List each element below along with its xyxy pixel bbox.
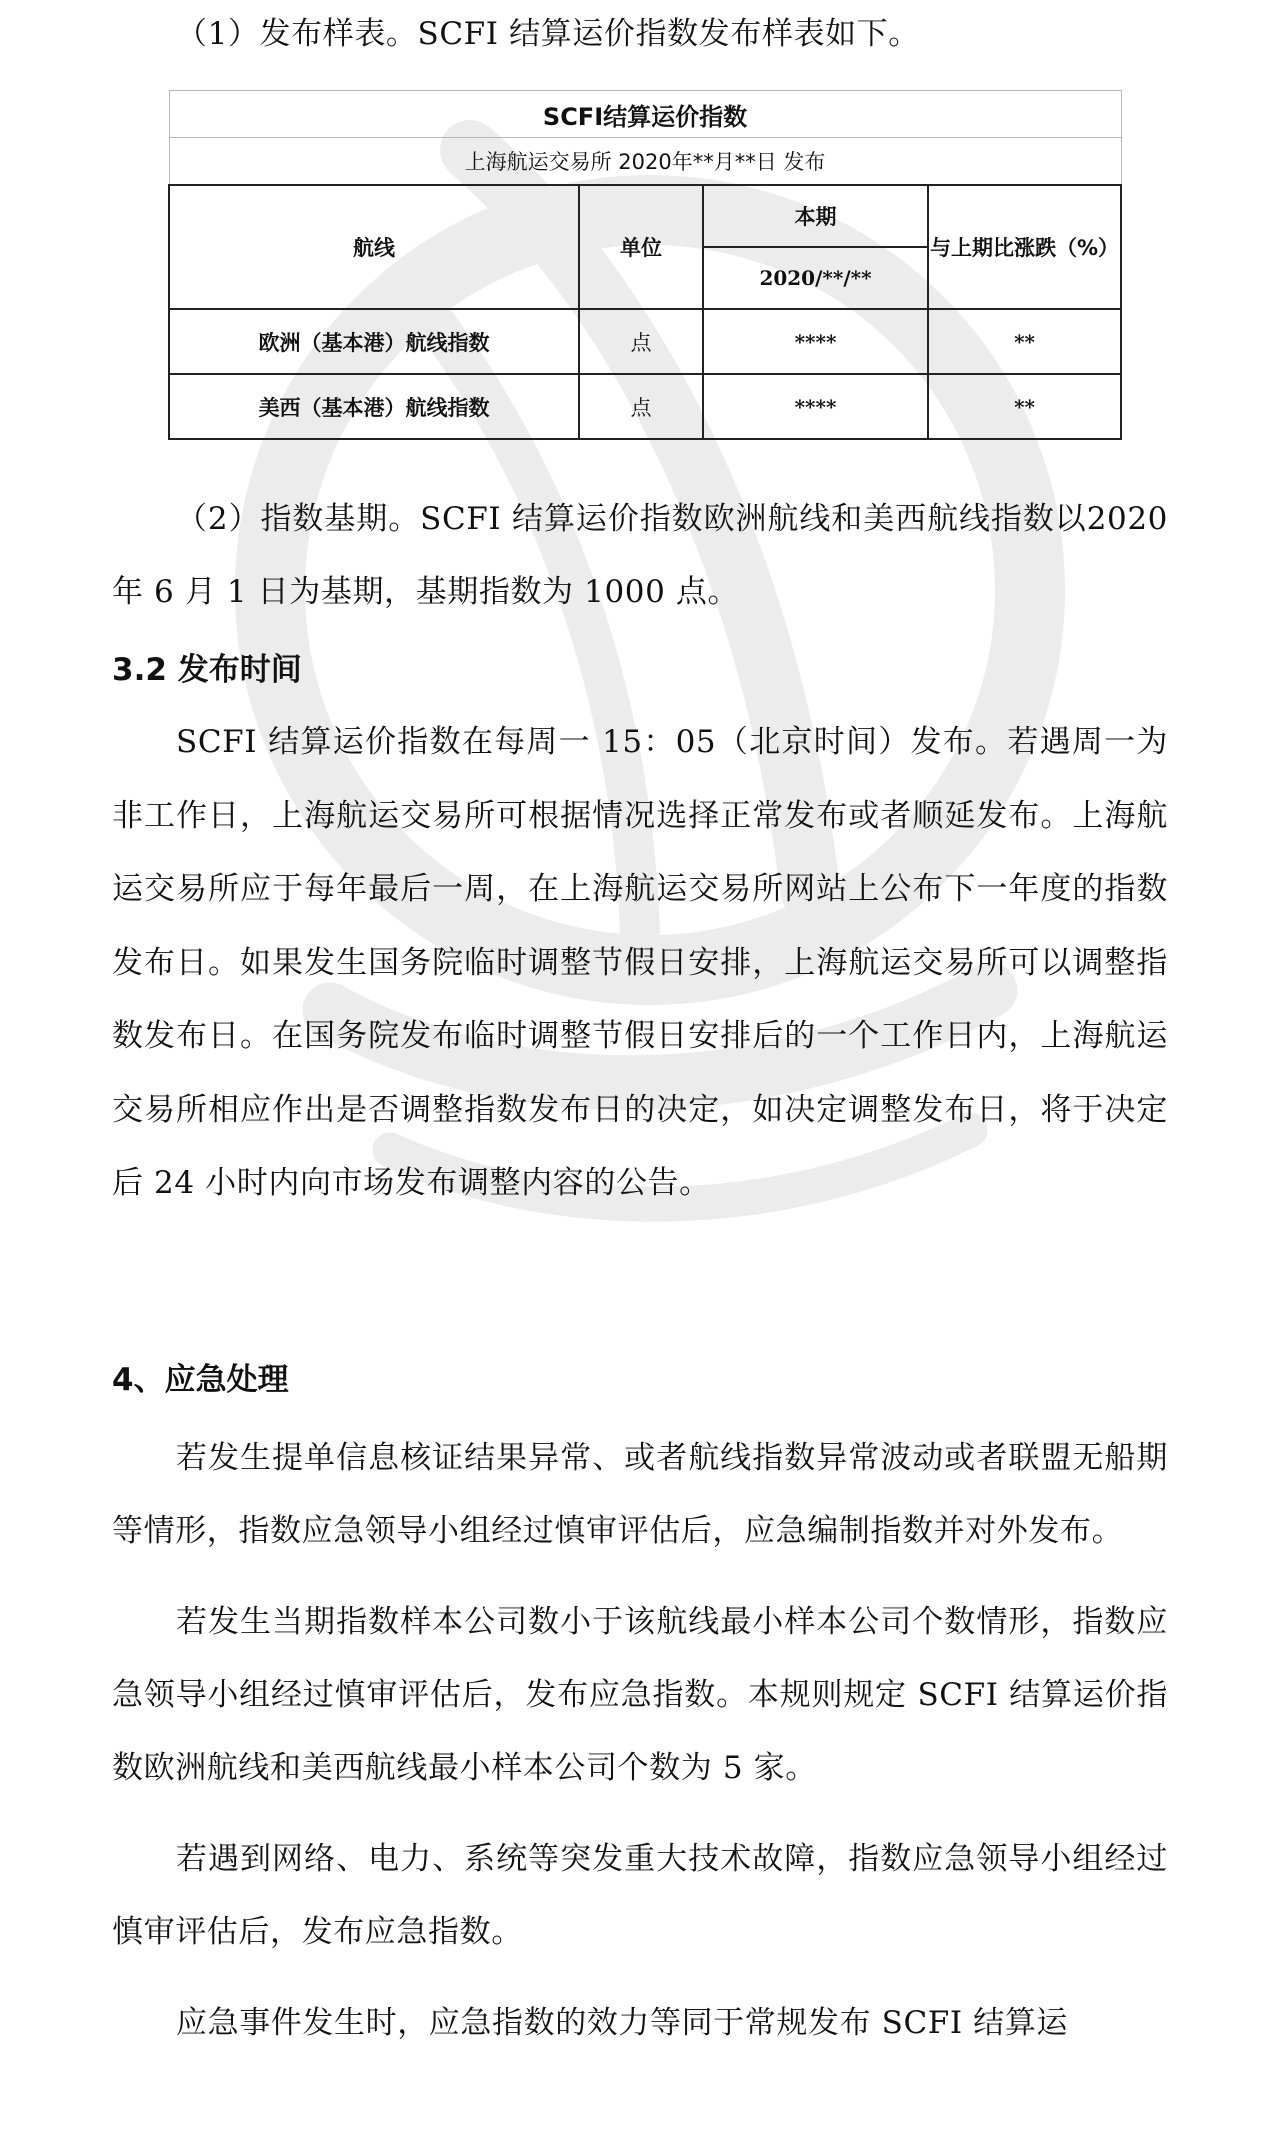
row-change: ** <box>928 374 1121 439</box>
header-unit: 单位 <box>579 185 703 309</box>
row-unit: 点 <box>579 309 703 374</box>
row-change: ** <box>928 309 1121 374</box>
row-value: **** <box>703 374 928 439</box>
table-row <box>169 374 1121 439</box>
section-4 <box>112 1350 1168 2060</box>
header-route: 航线 <box>169 185 579 309</box>
scfi-index-sample-table <box>168 90 1122 440</box>
section-paragraph: 若发生当期指数样本公司数小于该航线最小样本公司个数情形，指数应急领导小组经过慎审评估后，发布应急指数。本规则规定 SCFI 结算运价指数欧洲航线和美西航线最小样本公司个数为 5 家。 <box>112 1604 1168 1786</box>
section-paragraph: 若发生提单信息核证结果异常、或者航线指数异常波动或者联盟无船期等情形，指数应急领导小组经过慎审评估后，应急编制指数并对外发布。 <box>112 1440 1168 1549</box>
header-current-date: 2020/**/** <box>703 247 928 309</box>
base-period-paragraph: （2）指数基期。SCFI 结算运价指数欧洲航线和美西航线指数以2020 年 6 月 1 日为基期，基期指数为 1000 点。 <box>112 501 1168 610</box>
row-value: **** <box>703 309 928 374</box>
base-period-block <box>112 483 1168 629</box>
section-heading: 4、应急处理 <box>112 1362 289 1398</box>
section-paragraph: 应急事件发生时，应急指数的效力等同于常规发布 SCFI 结算运 <box>176 2005 1069 2041</box>
header-current: 本期 <box>703 185 928 247</box>
section-heading: 3.2 发布时间 <box>112 652 302 688</box>
table-title: SCFI结算运价指数 <box>169 91 1121 138</box>
row-route: 欧洲（基本港）航线指数 <box>169 309 579 374</box>
header-change: 与上期比涨跌（%） <box>928 185 1121 309</box>
section-3-2 <box>112 640 1168 1221</box>
sample-table-caption: （1）发布样表。SCFI 结算运价指数发布样表如下。 <box>176 16 920 52</box>
row-unit: 点 <box>579 374 703 439</box>
section-paragraph: SCFI 结算运价指数在每周一 15：05（北京时间）发布。若遇周一为非工作日，上海航运交易所可根据情况选择正常发布或者顺延发布。上海航运交易所应于每年最后一周，在上海航运交易所网站上公布下一年度的指数发布日。如果发生国务院临时调整节假日安排，上海航运交易所可以调整指数发布日。在国务院发布临时调整节假日安排后的一个工作日内，上海航运交易所相应作出是否调整指数发布日的决定，如决定调整发布日，将于决定后 24 小时内向市场发布调整内容的公告。 <box>112 724 1168 1201</box>
section-paragraph: 若遇到网络、电力、系统等突发重大技术故障，指数应急领导小组经过慎审评估后，发布应急指数。 <box>112 1841 1168 1950</box>
table-subtitle: 上海航运交易所 2020年**月**日 发布 <box>169 138 1121 186</box>
row-route: 美西（基本港）航线指数 <box>169 374 579 439</box>
table-row <box>169 309 1121 374</box>
